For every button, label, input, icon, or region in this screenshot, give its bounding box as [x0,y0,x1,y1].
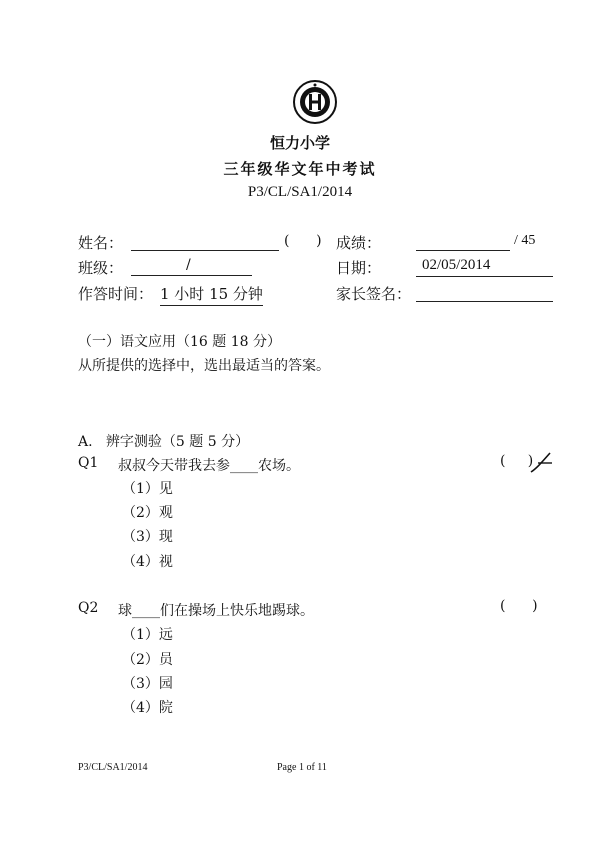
section-instruction: 从所提供的选择中，选出最适当的答案。 [78,358,330,374]
score-total: / 45 [514,233,536,248]
question-text: 球____们在操场上快乐地踢球。 [118,603,314,619]
parent-signature-field[interactable] [416,301,553,302]
name-label: 姓名： [78,234,124,252]
time-value: 1 小时 15 分钟 [160,283,263,306]
name-field[interactable] [131,250,279,251]
parent-signature-label: 家长签名： [336,285,412,303]
class-label: 班级： [78,259,124,277]
question-number: Q2 [78,600,99,616]
option: （2）员 [122,652,173,668]
option: （2）观 [122,505,173,521]
score-field[interactable] [416,250,510,251]
exam-title: 三年级华文年中考试 [223,160,377,178]
footer-code: P3/CL/SA1/2014 [78,762,148,773]
exam-code: P3/CL/SA1/2014 [247,184,353,200]
option: （4）视 [122,554,173,570]
class-field[interactable] [131,275,252,276]
class-separator: / [186,257,191,273]
option: （1）见 [122,481,173,497]
time-label: 作答时间： [78,285,154,303]
question-text: 叔叔今天带我去参____农场。 [118,458,300,474]
class-number-paren: ( ) [284,233,322,249]
date-value: 02/05/2014 [422,257,491,273]
date-field-line [416,276,553,277]
date-label: 日期： [336,259,382,277]
option: （3）现 [122,529,173,545]
school-crest-icon [293,80,337,124]
answer-paren[interactable]: ( ) [500,598,538,614]
score-label: 成绩： [336,234,382,252]
option: （3）园 [122,676,173,692]
answer-paren[interactable]: ( ) [500,453,534,469]
section-heading: （一）语文应用（16 题 18 分） [78,334,281,350]
option: （4）院 [122,700,173,716]
option: （1）远 [122,627,173,643]
question-number: Q1 [78,455,99,471]
school-name: 恒力小学 [269,134,330,152]
page-number: Page 1 of 11 [277,762,327,773]
part-a-heading: A. 辨字测验（5 题 5 分） [78,434,250,450]
tick-mark-icon [528,450,556,476]
